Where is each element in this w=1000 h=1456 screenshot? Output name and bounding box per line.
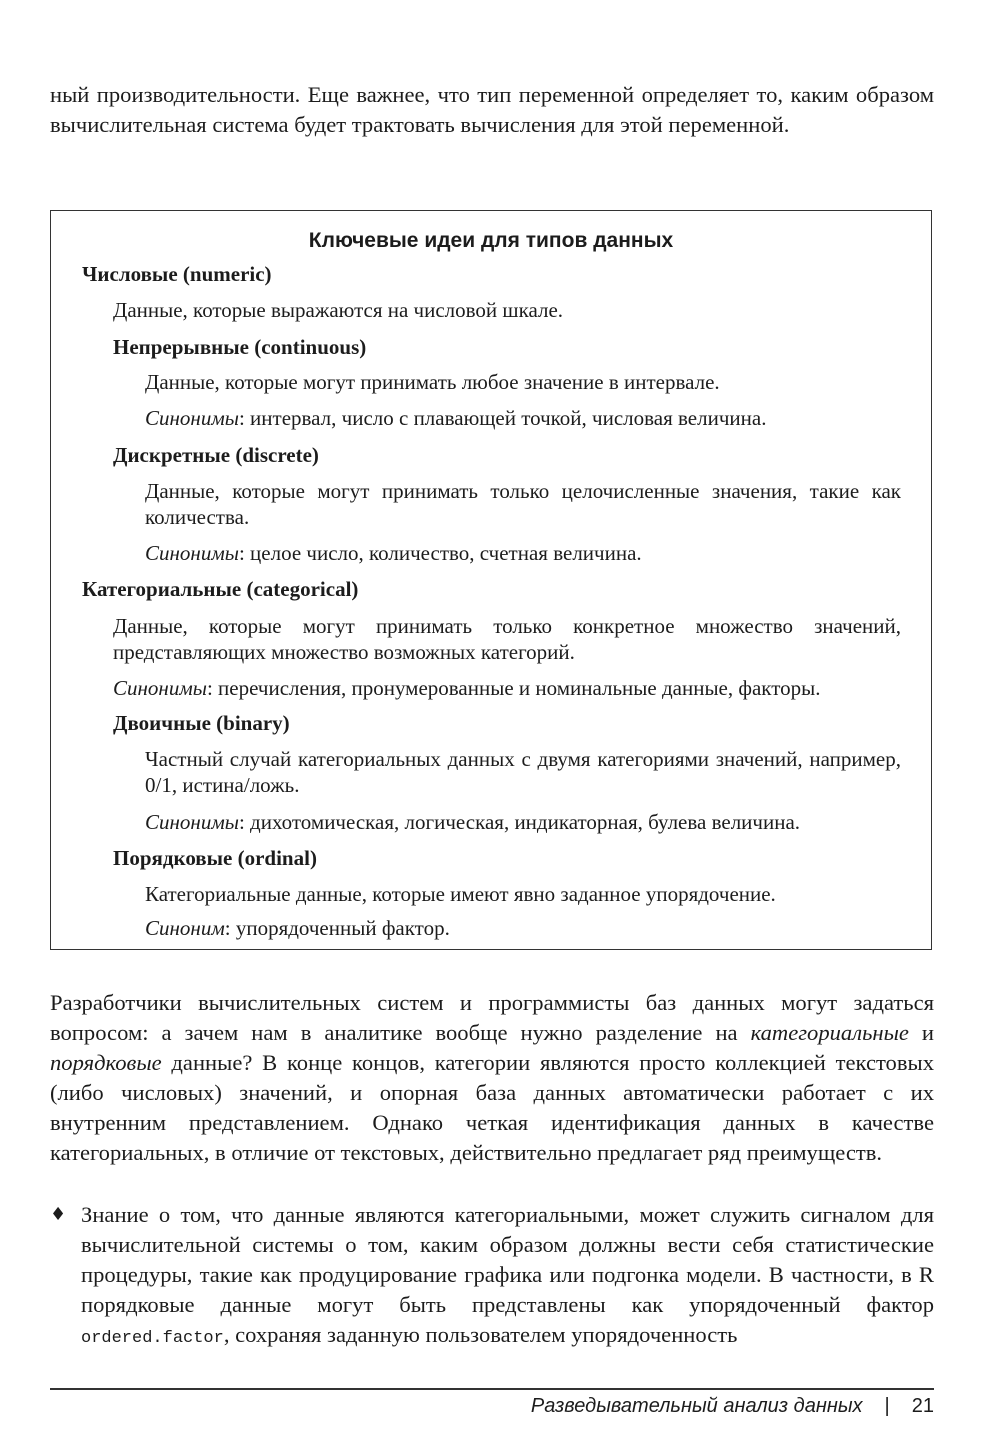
numeric-definition: Данные, которые выражаются на числовой шкале. xyxy=(113,298,564,322)
continuous-heading: Непрерывные (continuous) xyxy=(113,335,367,359)
body-text-part: и xyxy=(908,1020,934,1045)
continuous-synonyms xyxy=(145,405,901,431)
synonyms-label: Синонимы xyxy=(145,406,239,430)
synonyms-label: Синонимы xyxy=(145,541,239,565)
discrete-heading: Дискретные (discrete) xyxy=(113,443,319,467)
bullet-text-part: , сохраняя заданную пользователем упорядоченность xyxy=(223,1322,738,1347)
synonyms-label: Синонимы xyxy=(113,676,207,700)
categorical-heading: Категориальные (categorical) xyxy=(82,577,359,601)
ordinal-synonyms xyxy=(145,915,901,941)
synonyms-text: : дихотомическая, логическая, индикаторная, булева величина. xyxy=(238,810,801,834)
synonyms-text: : упорядоченный фактор. xyxy=(224,916,450,940)
bullet-list-item xyxy=(50,1200,934,1354)
footer-divider xyxy=(50,1388,934,1390)
body-text-part: Разработчики вычислительных систем и программисты баз данных могут задаться вопросом: а зачем нам в аналитике вообще нужно разделение на xyxy=(50,990,934,1045)
categorical-definition: Данные, которые могут принимать только конкретное множество значений, представляющих множество возможных категорий. xyxy=(113,614,901,664)
synonyms-label: Синоним xyxy=(145,916,225,940)
page-footer xyxy=(531,1392,934,1420)
numeric-heading: Числовые (numeric) xyxy=(82,262,272,286)
bullet-text-part: Знание о том, что данные являются категориальными, может служить сигналом для вычислительной системы о том, каким образом должны вести себя статистические процедуры, такие как продуцирование графика или подгонка модели. В частности, в R порядковые данные могут быть представлены как упорядоченный фактор xyxy=(81,1202,934,1317)
intro-paragraph: ный производительности. Еще важнее, что тип переменной определяет то, каким образом вычислительная система будет трактовать вычисления для этой переменной. xyxy=(50,82,934,137)
synonyms-text: : интервал, число с плавающей точкой, числовая величина. xyxy=(238,406,767,430)
synonyms-text: : перечисления, пронумерованные и номинальные данные, факторы. xyxy=(206,676,821,700)
binary-definition: Частный случай категориальных данных с двумя категориями значений, например, 0/1, истина/ложь. xyxy=(145,747,901,797)
ordinal-heading: Порядковые (ordinal) xyxy=(113,846,317,870)
bullet-text xyxy=(81,1200,934,1354)
key-ideas-title: Ключевые идеи для типов данных xyxy=(308,229,674,252)
emphasis-ordinal: порядковые xyxy=(50,1050,162,1075)
discrete-synonyms xyxy=(145,540,901,566)
body-text-part: данные? В конце концов, категории являются просто коллекцией текстовых (либо числовых) значений, и опорная база данных автоматически работает с их внутренним представлением. Однако четкая идентификация данных в качестве категориальных, в отличие от текстовых, действительно предлагает ряд преимуществ. xyxy=(50,1050,934,1165)
binary-synonyms xyxy=(145,809,901,835)
continuous-definition: Данные, которые могут принимать любое значение в интервале. xyxy=(145,370,720,394)
ordinal-definition: Категориальные данные, которые имеют явно заданное упорядочение. xyxy=(145,882,776,906)
inline-code: ordered.factor xyxy=(81,1329,224,1348)
page-number: 21 xyxy=(911,1395,934,1417)
key-ideas-box xyxy=(50,210,932,950)
discrete-definition: Данные, которые могут принимать только целочисленные значения, такие как количества. xyxy=(145,479,901,529)
diamond-bullet-icon: ♦ xyxy=(50,1204,67,1225)
emphasis-categorical: категориальные xyxy=(750,1020,909,1045)
running-title: Разведывательный анализ данных xyxy=(530,1395,863,1417)
synonyms-label: Синонимы xyxy=(145,810,239,834)
categorical-synonyms xyxy=(113,675,901,701)
footer-separator: | xyxy=(884,1395,890,1417)
body-paragraph xyxy=(50,988,934,1168)
synonyms-text: : целое число, количество, счетная величина. xyxy=(238,541,642,565)
binary-heading: Двоичные (binary) xyxy=(113,711,290,735)
